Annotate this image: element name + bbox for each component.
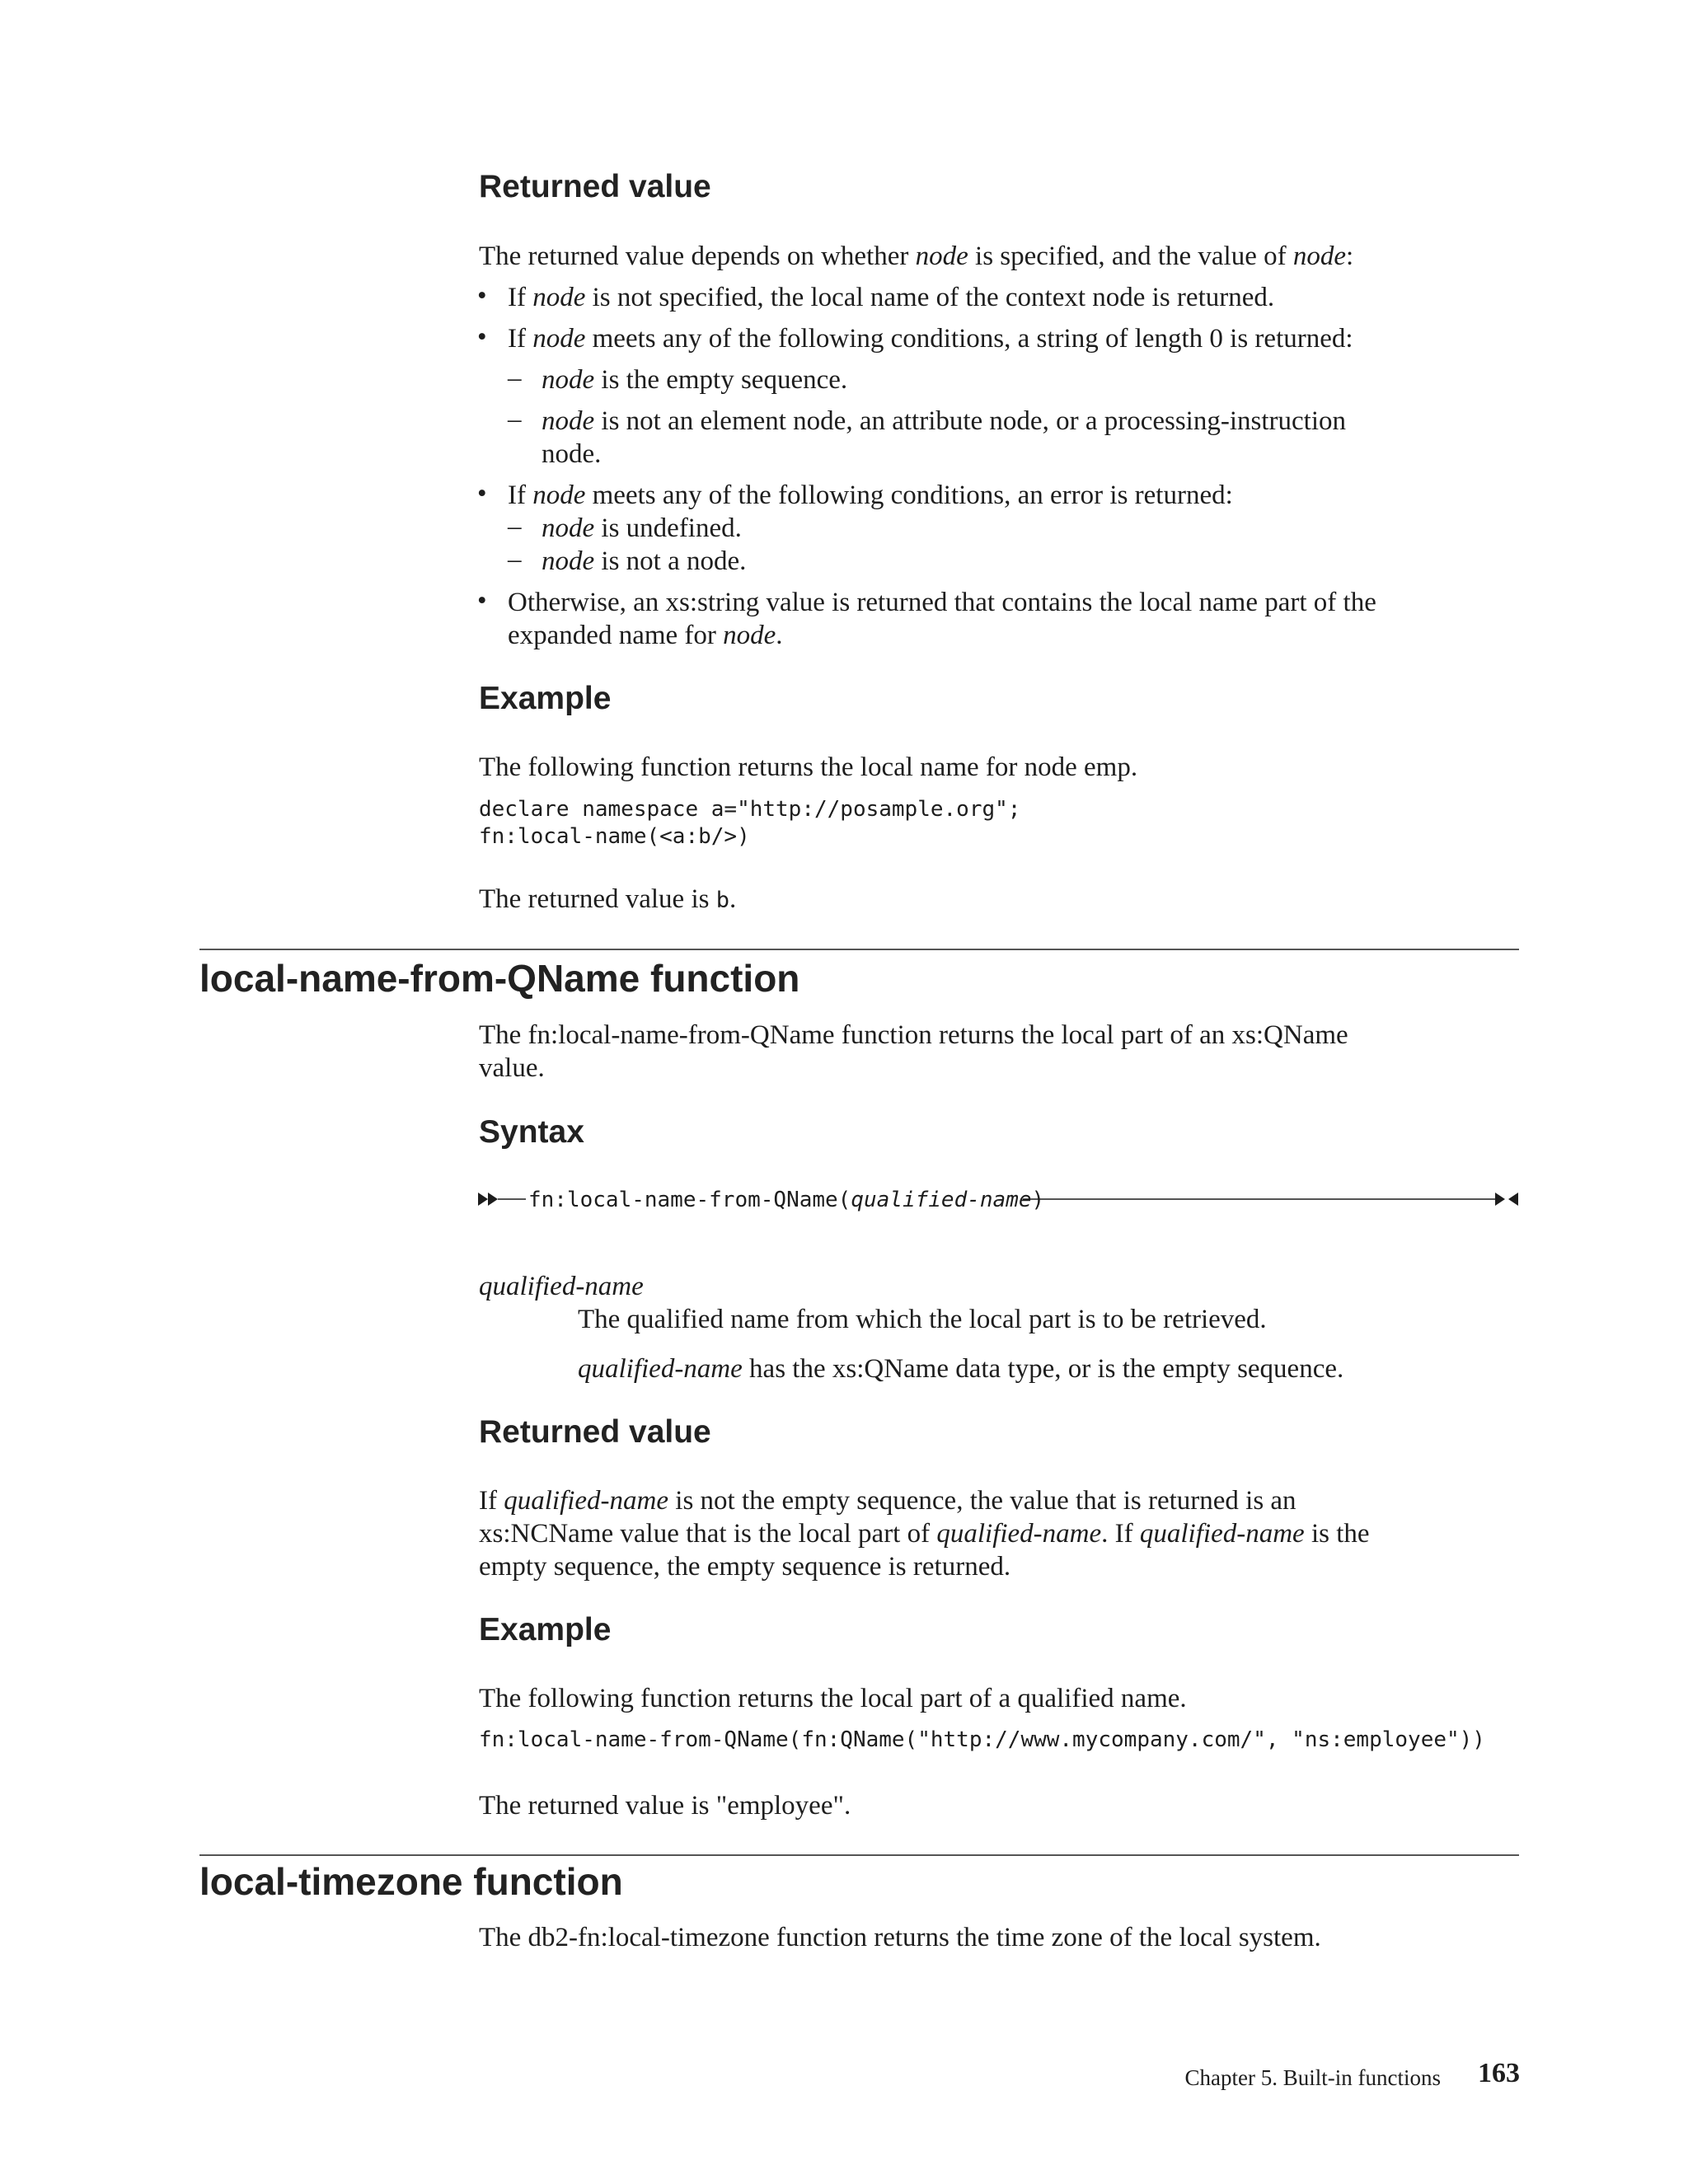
text: expanded name for <box>508 621 724 650</box>
list-item <box>508 281 1274 314</box>
text: is not specified, the local name of the context node is returned. <box>585 283 1275 312</box>
text: meets any of the following conditions, an error is returned: <box>585 480 1233 510</box>
param-ref: node <box>915 241 968 271</box>
text: The returned value depends on whether <box>479 241 916 271</box>
param-ref: qualified-name <box>578 1354 743 1384</box>
sub-list-item <box>542 545 746 578</box>
param-ref: node <box>532 324 586 354</box>
text: is not an element node, an attribute node, or a processing-instruction <box>594 406 1346 436</box>
param-ref: qualified-name <box>504 1486 669 1516</box>
function-description: The db2-fn:local-timezone function returns the time zone of the local system. <box>479 1923 1321 1952</box>
text: is specified, and the value of <box>968 241 1293 271</box>
sub-list-item-continuation: node. <box>542 439 602 469</box>
param-ref: node <box>723 621 776 650</box>
text: meets any of the following conditions, a string of length 0 is returned: <box>585 324 1353 354</box>
dash-marker: – <box>508 512 522 541</box>
text: is undefined. <box>594 513 742 543</box>
section-heading-returned-value: Returned value <box>479 1414 711 1450</box>
text: has the xs:QName data type, or is the empty sequence. <box>742 1354 1344 1384</box>
text: is the <box>1304 1519 1370 1549</box>
text: . <box>776 621 783 650</box>
text: The returned value is <box>479 884 716 914</box>
section-heading-syntax: Syntax <box>479 1114 584 1150</box>
text: If <box>479 1486 504 1516</box>
text: If <box>508 324 533 354</box>
text: If <box>508 283 533 312</box>
dash-marker: – <box>508 405 522 434</box>
param-ref: qualified-name <box>1139 1519 1305 1549</box>
returned-value-text <box>479 1484 1517 1517</box>
page-number: 163 <box>1478 2058 1520 2088</box>
function-description-continuation: value. <box>479 1053 545 1083</box>
list-item <box>508 479 1233 512</box>
code-line: fn:local-name(<a:b/>) <box>479 824 750 849</box>
section-heading-example: Example <box>479 1612 612 1647</box>
dash-marker: – <box>508 545 522 574</box>
syntax-start-arrow-icon <box>478 1193 498 1206</box>
text: is not the empty sequence, the value that is returned is an <box>668 1486 1296 1516</box>
text: . If <box>1101 1519 1140 1549</box>
text: xs:NCName value that is the local part of <box>479 1519 937 1549</box>
footer-chapter: Chapter 5. Built-in functions <box>1184 2065 1441 2090</box>
example-result <box>479 883 1517 917</box>
syntax-signature <box>528 1185 1044 1215</box>
bullet-marker: • <box>477 322 487 352</box>
function-title: local-name-from-QName function <box>199 957 800 1000</box>
sub-list-item <box>542 512 742 545</box>
code-line: declare namespace a="http://posample.org"; <box>479 797 1021 822</box>
example-text: The following function returns the local name for node emp. <box>479 752 1138 782</box>
dash-marker: – <box>508 363 522 393</box>
list-item: Otherwise, an xs:string value is returned that contains the local name part of the <box>508 588 1376 617</box>
list-item <box>508 322 1353 355</box>
section-rule <box>199 1854 1519 1856</box>
code-line: fn:local-name-from-QName(fn:QName("http://www.mycompany.com/", "ns:employee")) <box>479 1727 1485 1752</box>
sub-list-item <box>542 363 847 396</box>
text: : <box>1346 241 1354 271</box>
param-ref: node <box>542 546 595 576</box>
function-description: The fn:local-name-from-QName function returns the local part of an xs:QName <box>479 1020 1348 1050</box>
returned-value-text: empty sequence, the empty sequence is returned. <box>479 1552 1011 1582</box>
example-text: The following function returns the local part of a qualified name. <box>479 1684 1187 1713</box>
syntax-function-name: fn:local-name-from-QName( <box>528 1188 851 1212</box>
list-item-continuation <box>508 619 783 652</box>
sub-list-item <box>542 405 1346 438</box>
param-datatype <box>578 1352 1343 1385</box>
syntax-param: qualified-name <box>851 1188 1032 1212</box>
text: If <box>508 480 533 510</box>
text: . <box>729 884 737 914</box>
bullet-marker: • <box>477 281 487 311</box>
section-heading-example: Example <box>479 681 612 716</box>
returned-value-intro <box>479 240 1517 273</box>
param-term <box>479 1270 644 1303</box>
bullet-marker: • <box>477 586 487 616</box>
param-ref: node <box>542 365 595 395</box>
text: is the empty sequence. <box>594 365 848 395</box>
param-name: qualified-name <box>479 1272 644 1301</box>
param-ref: node <box>532 480 586 510</box>
param-ref: node <box>1292 241 1346 271</box>
code-inline: b <box>715 888 729 913</box>
param-ref: node <box>542 406 595 436</box>
text: is not a node. <box>594 546 747 576</box>
param-ref: node <box>542 513 595 543</box>
param-ref: node <box>532 283 586 312</box>
syntax-close-paren: ) <box>1031 1188 1045 1212</box>
function-title: local-timezone function <box>199 1860 623 1903</box>
param-description: The qualified name from which the local part is to be retrieved. <box>578 1305 1267 1334</box>
returned-value-text <box>479 1517 1517 1550</box>
section-heading-returned-value: Returned value <box>479 169 711 204</box>
param-ref: qualified-name <box>936 1519 1102 1549</box>
bullet-marker: • <box>477 479 487 509</box>
section-rule <box>199 949 1519 950</box>
example-result: The returned value is "employee". <box>479 1791 851 1821</box>
syntax-end-arrow-icon <box>1495 1193 1518 1206</box>
